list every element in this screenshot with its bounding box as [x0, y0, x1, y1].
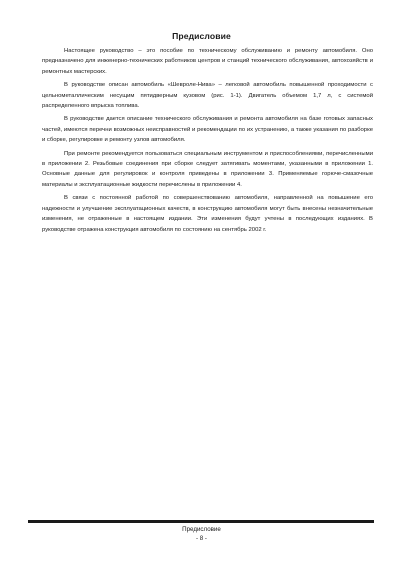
paragraph-changes: В связи с постоянной работой по совершенствованию автомобиля, направленной на повышение его надежности и улучшение эксплуатационных качеств, в конструкцию автомобиля могут быть внесены незначительные изменения, не отраженные в настоящем издании. Эти изменения будут учтены в последующих изданиях. В руководстве отражена конструкция автомобиля по состоянию на сентябрь 2002 г. — [42, 195, 373, 233]
paragraph-vehicle: В руководстве описан автомобиль «Шевроле-Нива» – легковой автомобиль повышенной проходимости с цельнометаллическим несущим пятидверным кузовом (рис. 1-1). Двигатель объемом 1,7 л, с системой распределенного впрыска топлива. — [42, 82, 373, 110]
paragraph-purpose: Настоящее руководство – это пособие по техническому обслуживанию и ремонту автомобиля. Оно предназначено для инженерно-технических работников центров и станций технического обслуживания, автохозяйств и ремонтных мастерских. — [42, 48, 373, 75]
paragraph-contents: В руководстве дается описание технического обслуживания и ремонта автомобиля на базе готовых запасных частей, имеются перечни возможных неисправностей и рекомендации по их устранению, а также указания по разборке и сборке, регулировке и ремонту узлов автомобиля. — [42, 116, 373, 144]
paragraph-appendices: При ремонте рекомендуется пользоваться специальным инструментом и приспособлениями, перечисленными в приложении 2. Резьбовые соединения при сборке следует затягивать моментами, указанными в приложении 1. Основные данные для регулировок и контроля приведены в приложении 3. Применяемые горюче-смазочные материалы и эксплуатационные жидкости перечислены в приложении 4. — [42, 150, 373, 188]
page-number: - 8 - — [195, 535, 207, 542]
footer-divider — [28, 520, 374, 523]
body-text — [42, 46, 373, 238]
page-title: Предисловие — [172, 31, 231, 41]
footer-section-label: Предисловие — [182, 526, 221, 533]
